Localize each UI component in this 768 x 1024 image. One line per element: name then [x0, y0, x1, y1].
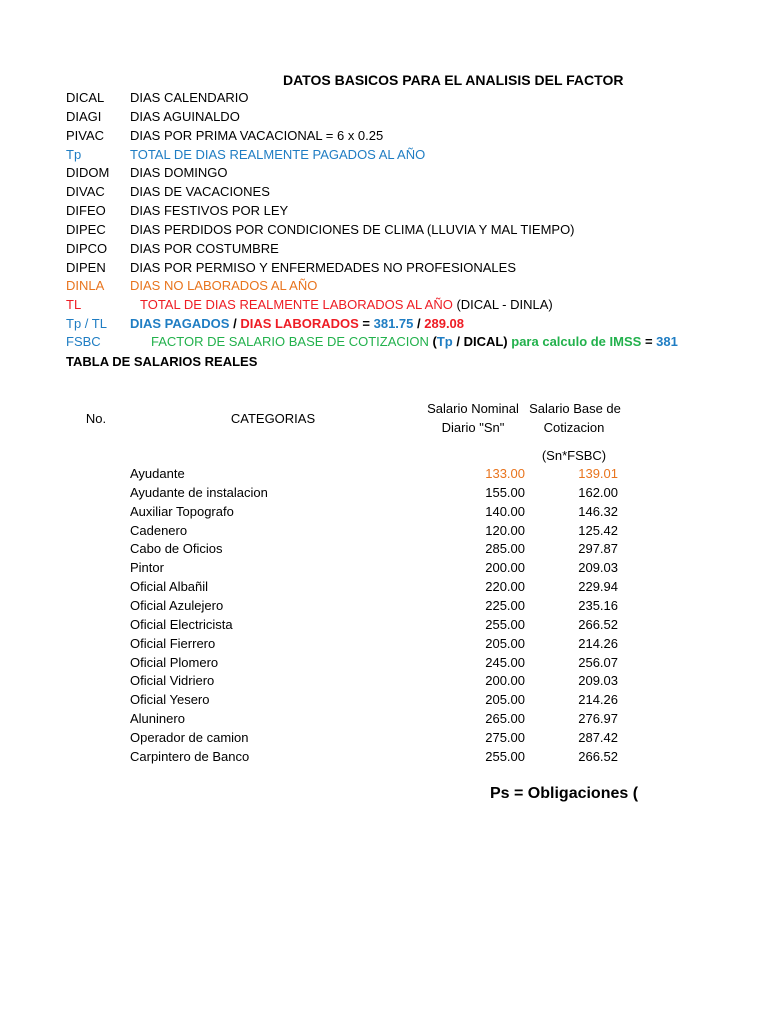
- fsbc-rest: / DICAL): [456, 334, 508, 349]
- tptl-slash-2: /: [417, 316, 421, 331]
- cell-salario-nominal: 275.00: [485, 730, 525, 745]
- fsbc-value: 381: [656, 334, 678, 349]
- definition-code: PIVAC: [66, 128, 105, 143]
- cell-salario-nominal: 220.00: [485, 579, 525, 594]
- definition-description: DIAS DE VACACIONES: [130, 184, 270, 199]
- cell-salario-nominal: 255.00: [485, 617, 525, 632]
- tl-description: [140, 297, 553, 313]
- definition-description: DIAS AGUINALDO: [130, 109, 240, 124]
- table-title: TABLA DE SALARIOS REALES: [66, 354, 258, 369]
- cell-salario-nominal: 155.00: [485, 485, 525, 500]
- cell-salario-nominal: 140.00: [485, 504, 525, 519]
- definition-description: DIAS POR COSTUMBRE: [130, 241, 279, 256]
- cell-salario-nominal: 285.00: [485, 541, 525, 556]
- cell-categoria: Oficial Yesero: [130, 692, 210, 707]
- cell-categoria: Oficial Vidriero: [130, 673, 215, 688]
- cell-salario-base: 214.26: [578, 692, 618, 707]
- definition-code: DIAGI: [66, 109, 102, 124]
- tptl-value-pagados: 381.75: [373, 316, 414, 331]
- definition-description: DIAS PERDIDOS POR CONDICIONES DE CLIMA (LLUVIA Y MAL TIEMPO): [130, 222, 575, 237]
- fsbc-code: FSBC: [66, 334, 101, 349]
- cell-categoria: Oficial Albañil: [130, 579, 209, 594]
- header-salario-nominal-2: Diario "Sn": [441, 420, 505, 435]
- fsbc-desc-text: FACTOR DE SALARIO BASE DE COTIZACION: [151, 334, 429, 349]
- cell-salario-nominal: 200.00: [485, 560, 525, 575]
- cell-salario-base: 214.26: [578, 636, 618, 651]
- cell-categoria: Oficial Fierrero: [130, 636, 216, 651]
- definition-code: DIFEO: [66, 203, 106, 218]
- footer-formula: Ps = Obligaciones (: [490, 785, 639, 802]
- tptl-code: Tp / TL: [66, 316, 107, 331]
- cell-salario-nominal: 245.00: [485, 655, 525, 670]
- cell-salario-nominal: 200.00: [485, 673, 525, 688]
- cell-categoria: Oficial Electricista: [130, 617, 233, 632]
- cell-salario-nominal: 120.00: [485, 523, 525, 538]
- cell-categoria: Oficial Plomero: [130, 655, 219, 670]
- definition-code: DIPCO: [66, 241, 108, 256]
- tptl-description: [130, 316, 464, 332]
- definition-code: DINLA: [66, 278, 105, 293]
- cell-salario-base: 146.32: [578, 504, 618, 519]
- tptl-pagados: DIAS PAGADOS: [130, 316, 230, 331]
- fsbc-tp: Tp: [436, 334, 453, 349]
- definition-code: DIVAC: [66, 184, 105, 199]
- definition-code: DIDOM: [66, 165, 110, 180]
- header-sbc-formula: (Sn*FSBC): [541, 448, 607, 463]
- cell-salario-base: 297.87: [578, 541, 618, 556]
- cell-categoria: Oficial Azulejero: [130, 598, 224, 613]
- cell-salario-nominal: 205.00: [485, 636, 525, 651]
- definition-description: DIAS NO LABORADOS AL AÑO: [130, 278, 318, 293]
- cell-categoria: Ayudante de instalacion: [130, 485, 268, 500]
- definition-code: Tp: [66, 147, 82, 162]
- header-salario-base-2: Cotizacion: [543, 420, 605, 435]
- cell-categoria: Pintor: [130, 560, 164, 575]
- cell-salario-nominal: 205.00: [485, 692, 525, 707]
- fsbc-imss: para calculo de IMSS: [511, 334, 642, 349]
- definition-description: DIAS CALENDARIO: [130, 90, 249, 105]
- cell-categoria: Cabo de Oficios: [130, 541, 223, 556]
- tl-code: TL: [66, 297, 82, 312]
- cell-salario-base: 229.94: [578, 579, 618, 594]
- definition-code: DICAL: [66, 90, 105, 105]
- cell-salario-base: 235.16: [578, 598, 618, 613]
- cell-categoria: Carpintero de Banco: [130, 749, 250, 764]
- cell-categoria: Auxiliar Topografo: [130, 504, 234, 519]
- definition-description: DIAS POR PERMISO Y ENFERMEDADES NO PROFESIONALES: [130, 260, 516, 275]
- header-salario-nominal-1: Salario Nominal: [427, 401, 519, 416]
- cell-categoria: Ayudante: [130, 466, 185, 481]
- page-title: DATOS BASICOS PARA EL ANALISIS DEL FACTOR: [283, 72, 624, 88]
- definition-description: TOTAL DE DIAS REALMENTE PAGADOS AL AÑO: [130, 147, 426, 162]
- tl-formula: (DICAL - DINLA): [456, 297, 553, 312]
- cell-salario-nominal: 265.00: [485, 711, 525, 726]
- cell-salario-nominal: 255.00: [485, 749, 525, 764]
- cell-categoria: Aluninero: [130, 711, 185, 726]
- tptl-slash: /: [233, 316, 237, 331]
- definition-description: DIAS FESTIVOS POR LEY: [130, 203, 289, 218]
- cell-salario-base: 139.01: [578, 466, 618, 481]
- cell-salario-base: 256.07: [578, 655, 618, 670]
- cell-categoria: Operador de camion: [130, 730, 249, 745]
- fsbc-open: (: [432, 334, 437, 349]
- fsbc-eq: =: [644, 334, 653, 349]
- definition-code: DIPEN: [66, 260, 106, 275]
- tl-desc-text: TOTAL DE DIAS REALMENTE LABORADOS AL AÑO: [140, 297, 453, 312]
- cell-salario-nominal: 225.00: [485, 598, 525, 613]
- header-salario-base-1: Salario Base de: [529, 401, 621, 416]
- cell-salario-nominal: 133.00: [485, 466, 525, 481]
- cell-salario-base: 162.00: [578, 485, 618, 500]
- cell-salario-base: 209.03: [578, 673, 618, 688]
- definition-code: DIPEC: [66, 222, 106, 237]
- cell-salario-base: 287.42: [578, 730, 618, 745]
- cell-salario-base: 125.42: [578, 523, 618, 538]
- cell-categoria: Cadenero: [130, 523, 188, 538]
- definition-description: DIAS DOMINGO: [130, 165, 228, 180]
- tptl-eq: =: [362, 316, 370, 331]
- definition-description: DIAS POR PRIMA VACACIONAL = 6 x 0.25: [130, 128, 384, 143]
- cell-salario-base: 266.52: [578, 617, 618, 632]
- cell-salario-base: 276.97: [578, 711, 618, 726]
- tptl-value-laborados: 289.08: [424, 316, 465, 331]
- tptl-laborados: DIAS LABORADOS: [240, 316, 359, 331]
- cell-salario-base: 266.52: [578, 749, 618, 764]
- header-categorias: CATEGORIAS: [230, 411, 316, 426]
- header-no: No.: [85, 411, 107, 426]
- cell-salario-base: 209.03: [578, 560, 618, 575]
- fsbc-description: [151, 334, 678, 350]
